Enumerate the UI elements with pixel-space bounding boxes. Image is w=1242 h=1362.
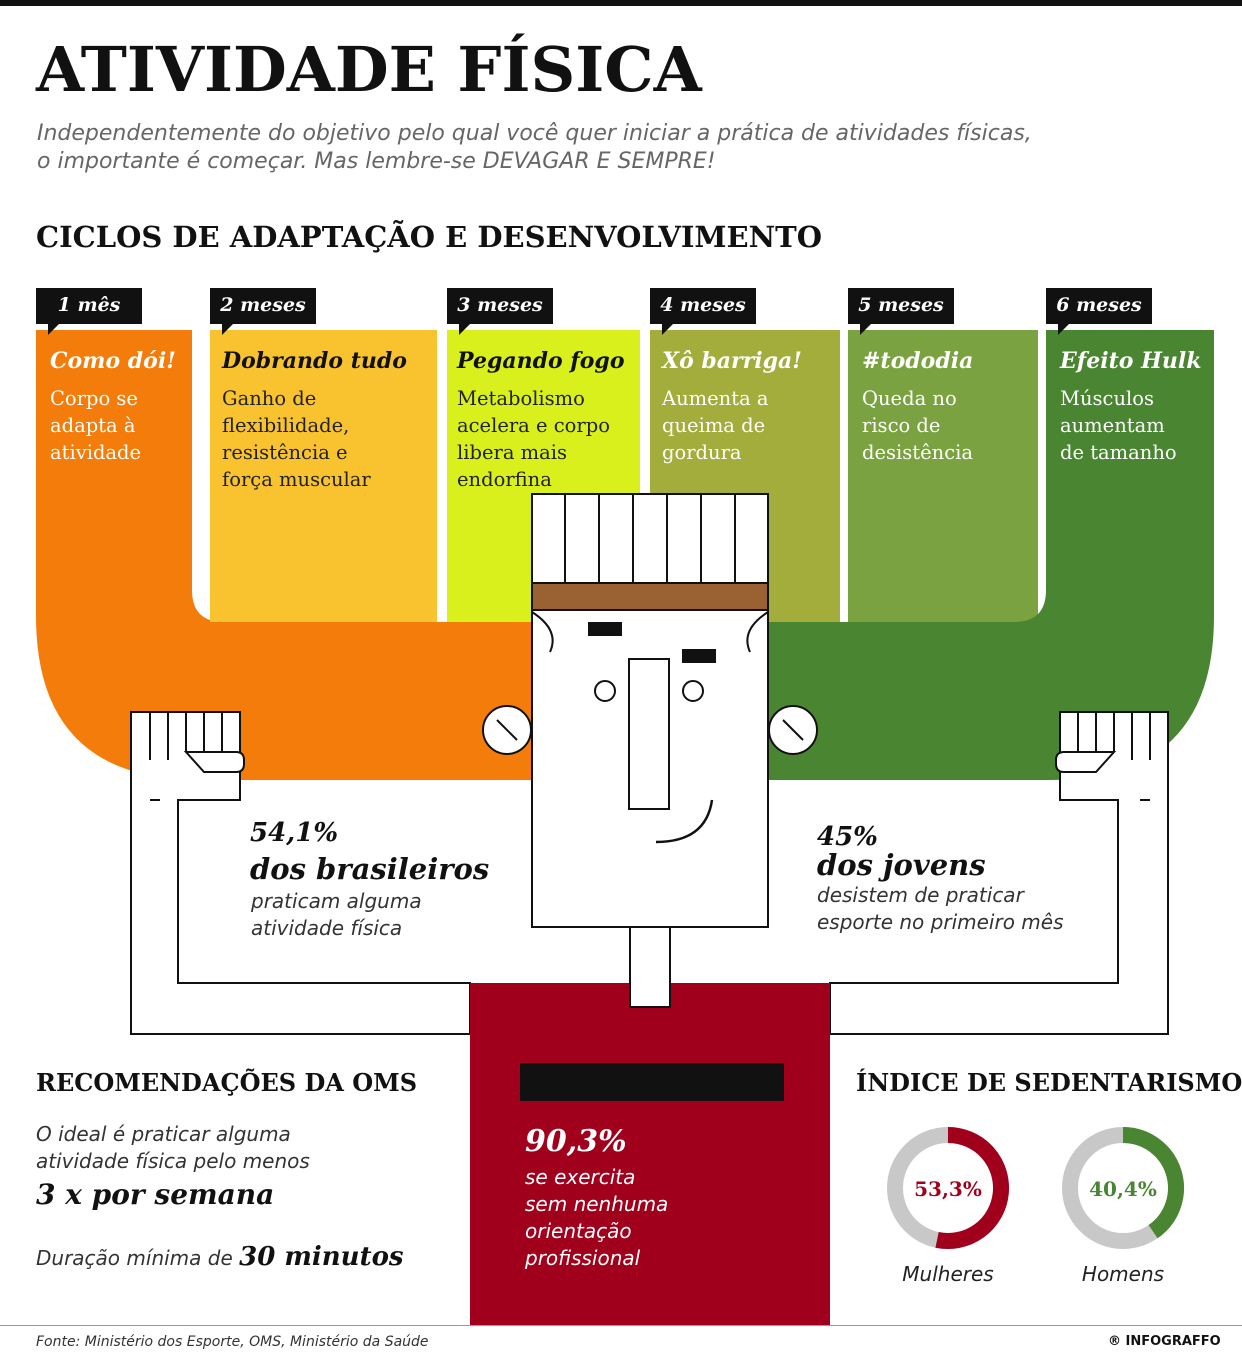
- phase-title-4: Xô barriga!: [662, 348, 802, 374]
- phase-desc-1-line: Corpo se: [50, 387, 138, 410]
- shirt-panel: [470, 983, 830, 1325]
- stat-youth-line: desistem de praticar: [817, 883, 1024, 907]
- oms-line-2: atividade física pelo menos: [36, 1149, 310, 1173]
- stat-unguided-value: 90,3%: [525, 1124, 627, 1159]
- phase-desc-2-line: força muscular: [222, 468, 371, 491]
- phase-desc-1: [50, 385, 141, 466]
- phase-desc-5: [862, 385, 973, 466]
- shirt-stripe: [520, 1063, 784, 1101]
- phase-desc-3-line: acelera e corpo: [457, 414, 610, 437]
- sedentarism-heading: ÍNDICE DE SEDENTARISMO: [856, 1068, 1242, 1097]
- phase-title-1: Como dói!: [50, 348, 176, 374]
- phase-desc-2-line: flexibilidade,: [222, 414, 350, 437]
- stat-brazilians-label: dos brasileiros: [250, 852, 490, 886]
- oms-frequency: 3 x por semana: [36, 1178, 275, 1211]
- oms-heading: RECOMENDAÇÕES DA OMS: [36, 1068, 418, 1097]
- phase-title-6: Efeito Hulk: [1060, 348, 1202, 374]
- left-eye: [595, 681, 615, 701]
- phase-title-5: #tododia: [862, 348, 974, 374]
- phase-title-3: Pegando fogo: [457, 348, 625, 374]
- oms-duration-value: 30 minutos: [239, 1242, 404, 1272]
- headband: [532, 583, 768, 610]
- stat-unguided-line: profissional: [525, 1246, 641, 1270]
- right-eye: [683, 681, 703, 701]
- footer-rule: [0, 1325, 1242, 1326]
- phase-desc-1-line: adapta à: [50, 414, 136, 437]
- stat-brazilians-line: atividade física: [251, 916, 403, 940]
- tag-month-2: 2 meses: [210, 288, 316, 324]
- phase-desc-2-line: resistência e: [222, 441, 348, 464]
- neck: [630, 927, 670, 1007]
- stat-youth-line: esporte no primeiro mês: [817, 910, 1064, 934]
- oms-duration-prefix: Duração mínima de: [36, 1246, 233, 1270]
- donut-women-value: 53,3%: [914, 1177, 982, 1201]
- stat-brazilians-line: praticam alguma: [251, 889, 422, 913]
- stat-unguided-line: se exercita: [525, 1165, 636, 1189]
- brand-logo: ® INFOGRAFFO: [1108, 1334, 1221, 1349]
- phase-desc-1-line: atividade: [50, 441, 142, 464]
- phase-desc-4-line: Aumenta a: [662, 387, 769, 410]
- stat-youth-label: dos jovens: [817, 848, 986, 882]
- phase-desc-6-line: de tamanho: [1060, 441, 1177, 464]
- donut-women-label: Mulheres: [902, 1262, 994, 1286]
- donut-men-value: 40,4%: [1089, 1177, 1157, 1201]
- stat-unguided-line: orientação: [525, 1219, 632, 1243]
- phase-desc-5-line: risco de: [862, 414, 941, 437]
- donut-men-label: Homens: [1081, 1262, 1165, 1286]
- phase-desc-6: [1060, 385, 1177, 466]
- phase-desc-5-line: desistência: [862, 441, 973, 464]
- tag-month-5: 5 meses: [848, 288, 954, 324]
- nose: [629, 659, 669, 809]
- stat-youth-value: 45%: [817, 822, 878, 852]
- phase-desc-2: [222, 385, 371, 493]
- phase-desc-6-line: aumentam: [1060, 414, 1165, 437]
- page-subtitle: Independentemente do objetivo pelo qual você quer iniciar a prática de atividades físicas, o importante é começar. Mas lembre-se DEVAGAR E SEMPRE!: [37, 121, 1032, 174]
- right-eyebrow: [682, 649, 716, 663]
- phase-desc-5-line: Queda no: [862, 387, 957, 410]
- phase-title-2: Dobrando tudo: [222, 348, 407, 374]
- stat-unguided-desc: [525, 1164, 668, 1272]
- phase-desc-2-line: Ganho de: [222, 387, 317, 410]
- stat-youth-desc: [817, 882, 1064, 936]
- tag-month-3: 3 meses: [447, 288, 553, 324]
- phase-desc-3-line: libera mais: [457, 441, 568, 464]
- stat-brazilians-desc: [251, 888, 422, 942]
- stat-unguided-line: sem nenhuma: [525, 1192, 669, 1216]
- cycles-heading: CICLOS DE ADAPTAÇÃO E DESENVOLVIMENTO: [36, 220, 822, 254]
- page-title: ATIVIDADE FÍSICA: [36, 33, 702, 106]
- tag-month-6: 6 meses: [1046, 288, 1152, 324]
- phase-desc-4-line: queima de: [662, 414, 766, 437]
- oms-line-1: O ideal é praticar alguma: [36, 1122, 291, 1146]
- phase-desc-6-line: Músculos: [1060, 387, 1154, 410]
- oms-duration: [36, 1244, 404, 1272]
- phase-desc-4: [662, 385, 769, 466]
- phase-desc-4-line: gordura: [662, 441, 742, 464]
- source-note: Fonte: Ministério dos Esporte, OMS, Ministério da Saúde: [36, 1334, 429, 1350]
- tag-month-1: 1 mês: [36, 288, 142, 324]
- stat-brazilians-value: 54,1%: [250, 818, 339, 848]
- left-eyebrow: [588, 622, 622, 636]
- phase-desc-3-line: Metabolismo: [457, 387, 585, 410]
- phase-desc-3-line: endorfina: [457, 468, 552, 491]
- phase-desc-3: [457, 385, 610, 493]
- tag-month-4: 4 meses: [650, 288, 756, 324]
